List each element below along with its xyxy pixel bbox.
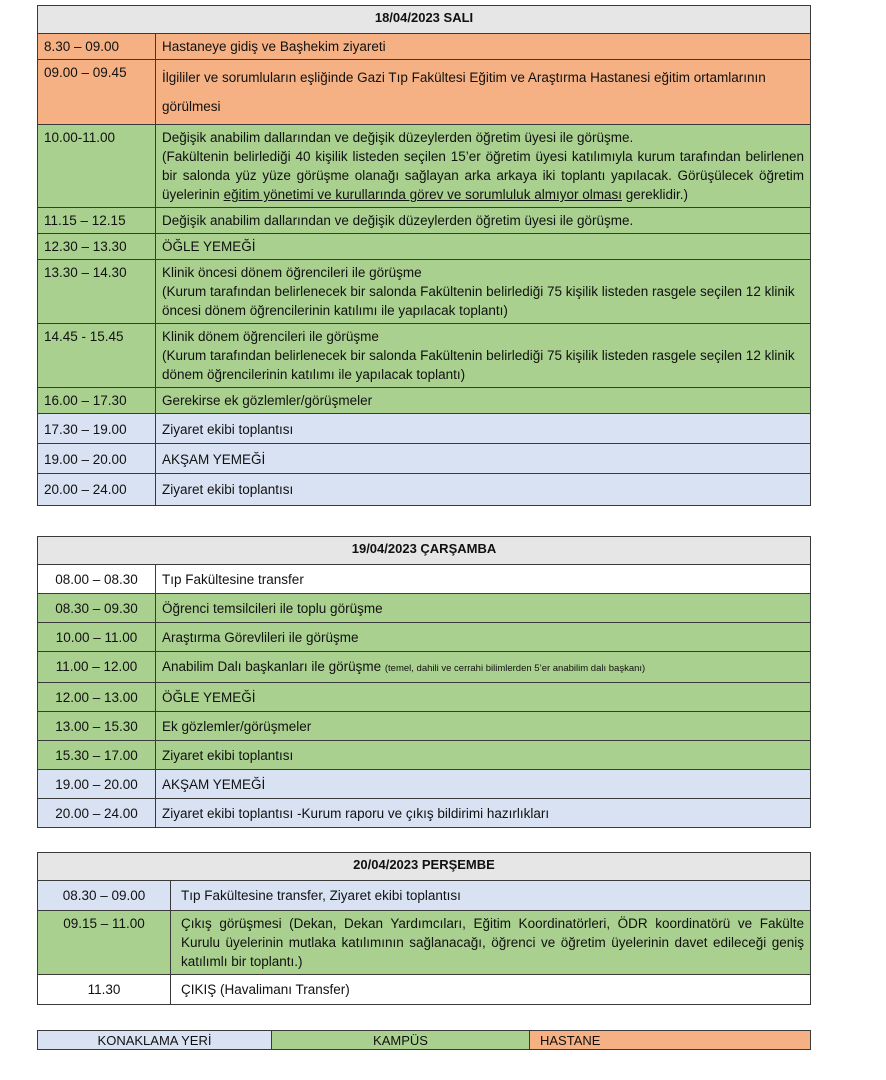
row-time: 20.00 – 24.00 xyxy=(38,799,156,828)
row-activity: Çıkış görüşmesi (Dekan, Dekan Yardımcıları, Eğitim Koordinatörleri, ÖDR koordinatörü ve Fakülte Kurulu üyelerinin mutlaka katılımının sağlanacağı, öğrenci ve öğretim üyelerinin davet edileceği geniş katılımlı bir toplantı.) xyxy=(171,911,811,975)
schedule-row xyxy=(38,712,811,741)
activity-detail: (Kurum tarafından belirlenecek bir salonda Fakültenin belirlediği 75 kişilik listeden rasgele seçilen 12 klinik öncesi dönem öğrencilerinin katılımı ile yapılacak toplantı) xyxy=(162,284,795,318)
row-activity: Öğrenci temsilcileri ile toplu görüşme xyxy=(156,594,811,623)
row-activity: Araştırma Görevlileri ile görüşme xyxy=(156,623,811,652)
row-activity: İlgililer ve sorumluların eşliğinde Gazi Tıp Fakültesi Eğitim ve Araştırma Hastanesi eğitim ortamlarının görülmesi xyxy=(156,60,811,125)
row-activity: ÖĞLE YEMEĞİ xyxy=(156,683,811,712)
row-time: 19.00 – 20.00 xyxy=(38,444,156,474)
row-time: 17.30 – 19.00 xyxy=(38,414,156,444)
row-time: 14.45 - 15.45 xyxy=(38,324,156,388)
row-time: 08.00 – 08.30 xyxy=(38,565,156,594)
schedule-row xyxy=(38,652,811,683)
row-activity: Hastaneye gidiş ve Başhekim ziyareti xyxy=(156,34,811,60)
activity-line: Anabilim Dalı başkanları ile görüşme xyxy=(162,659,382,674)
row-time: 09.00 – 09.45 xyxy=(38,60,156,125)
row-activity: ÇIKIŞ (Havalimanı Transfer) xyxy=(171,975,811,1005)
row-time: 08.30 – 09.00 xyxy=(38,881,171,911)
schedule-row xyxy=(38,623,811,652)
schedule-row xyxy=(38,34,811,60)
schedule-row xyxy=(38,975,811,1005)
row-time: 13.00 – 15.30 xyxy=(38,712,156,741)
row-activity: Ek gözlemler/görüşmeler xyxy=(156,712,811,741)
day1-schedule-table xyxy=(37,5,811,506)
schedule-row xyxy=(38,565,811,594)
activity-end: gereklidir.) xyxy=(625,187,689,202)
row-time: 16.00 – 17.30 xyxy=(38,388,156,414)
row-time: 10.00 – 11.00 xyxy=(38,623,156,652)
schedule-row xyxy=(38,260,811,324)
row-activity: Ziyaret ekibi toplantısı xyxy=(156,474,811,506)
legend-hospital: HASTANE xyxy=(530,1031,810,1049)
day1-title: 18/04/2023 SALI xyxy=(38,6,811,34)
row-time: 11.00 – 12.00 xyxy=(38,652,156,683)
row-time: 11.30 xyxy=(38,975,171,1005)
legend-accommodation: KONAKLAMA YERİ xyxy=(38,1031,272,1049)
row-activity: Tıp Fakültesine transfer, Ziyaret ekibi toplantısı xyxy=(171,881,811,911)
row-activity: AKŞAM YEMEĞİ xyxy=(156,770,811,799)
activity-note: (temel, dahili ve cerrahi bilimlerden 5’er anabilim dalı başkanı) xyxy=(384,663,646,674)
activity-line: Değişik anabilim dallarından ve değişik düzeylerden öğretim üyesi ile görüşme. xyxy=(162,130,634,145)
row-activity xyxy=(156,324,811,388)
legend-campus: KAMPÜS xyxy=(272,1031,530,1049)
row-activity xyxy=(156,652,811,683)
schedule-row xyxy=(38,741,811,770)
location-legend xyxy=(37,1030,811,1050)
schedule-row xyxy=(38,911,811,975)
schedule-row xyxy=(38,324,811,388)
day1-header-row xyxy=(38,6,811,34)
schedule-row xyxy=(38,234,811,260)
row-activity xyxy=(156,260,811,324)
row-activity: Gerekirse ek gözlemler/görüşmeler xyxy=(156,388,811,414)
row-activity: Ziyaret ekibi toplantısı -Kurum raporu ve çıkış bildirimi hazırlıkları xyxy=(156,799,811,828)
schedule-row xyxy=(38,208,811,234)
day3-title: 20/04/2023 PERŞEMBE xyxy=(38,853,811,881)
activity-underlined: eğitim yönetimi ve kurullarında görev ve sorumluluk almıyor olması xyxy=(223,187,622,202)
schedule-row xyxy=(38,414,811,444)
row-time: 8.30 – 09.00 xyxy=(38,34,156,60)
row-time: 13.30 – 14.30 xyxy=(38,260,156,324)
schedule-row xyxy=(38,881,811,911)
row-time: 19.00 – 20.00 xyxy=(38,770,156,799)
schedule-row xyxy=(38,60,811,125)
day2-header-row xyxy=(38,537,811,565)
day2-title: 19/04/2023 ÇARŞAMBA xyxy=(38,537,811,565)
row-time: 10.00-11.00 xyxy=(38,125,156,208)
row-activity xyxy=(156,125,811,208)
day3-schedule-table xyxy=(37,852,811,1005)
row-activity: Değişik anabilim dallarından ve değişik düzeylerden öğretim üyesi ile görüşme. xyxy=(156,208,811,234)
row-time: 12.00 – 13.00 xyxy=(38,683,156,712)
activity-detail: (Fakültenin belirlediği 40 kişilik listeden seçilen 15’er öğretim üyesi katılımıyla kurum tarafından belirlenen bir salonda yüz yüze görüşme olanağı sağlayan arka arkaya iki toplantı yapılacak. Görüşülecek öğretim üyelerinin xyxy=(162,149,804,202)
schedule-row xyxy=(38,799,811,828)
activity-line: Klinik öncesi dönem öğrencileri ile görüşme xyxy=(162,265,422,280)
schedule-row xyxy=(38,770,811,799)
activity-line: Klinik dönem öğrencileri ile görüşme xyxy=(162,329,379,344)
row-activity: Tıp Fakültesine transfer xyxy=(156,565,811,594)
row-time: 08.30 – 09.30 xyxy=(38,594,156,623)
row-time: 09.15 – 11.00 xyxy=(38,911,171,975)
row-activity: Ziyaret ekibi toplantısı xyxy=(156,414,811,444)
schedule-row xyxy=(38,474,811,506)
activity-detail: (Kurum tarafından belirlenecek bir salonda Fakültenin belirlediği 75 kişilik listeden rasgele seçilen 12 klinik dönem öğrencilerinin katılımı ile yapılacak toplantı) xyxy=(162,348,795,382)
row-activity: ÖĞLE YEMEĞİ xyxy=(156,234,811,260)
row-time: 15.30 – 17.00 xyxy=(38,741,156,770)
day3-header-row xyxy=(38,853,811,881)
row-activity: AKŞAM YEMEĞİ xyxy=(156,444,811,474)
row-activity: Ziyaret ekibi toplantısı xyxy=(156,741,811,770)
row-time: 11.15 – 12.15 xyxy=(38,208,156,234)
row-time: 12.30 – 13.30 xyxy=(38,234,156,260)
schedule-row xyxy=(38,444,811,474)
schedule-row xyxy=(38,388,811,414)
day2-schedule-table xyxy=(37,536,811,828)
schedule-row xyxy=(38,594,811,623)
row-time: 20.00 – 24.00 xyxy=(38,474,156,506)
schedule-row xyxy=(38,125,811,208)
schedule-row xyxy=(38,683,811,712)
